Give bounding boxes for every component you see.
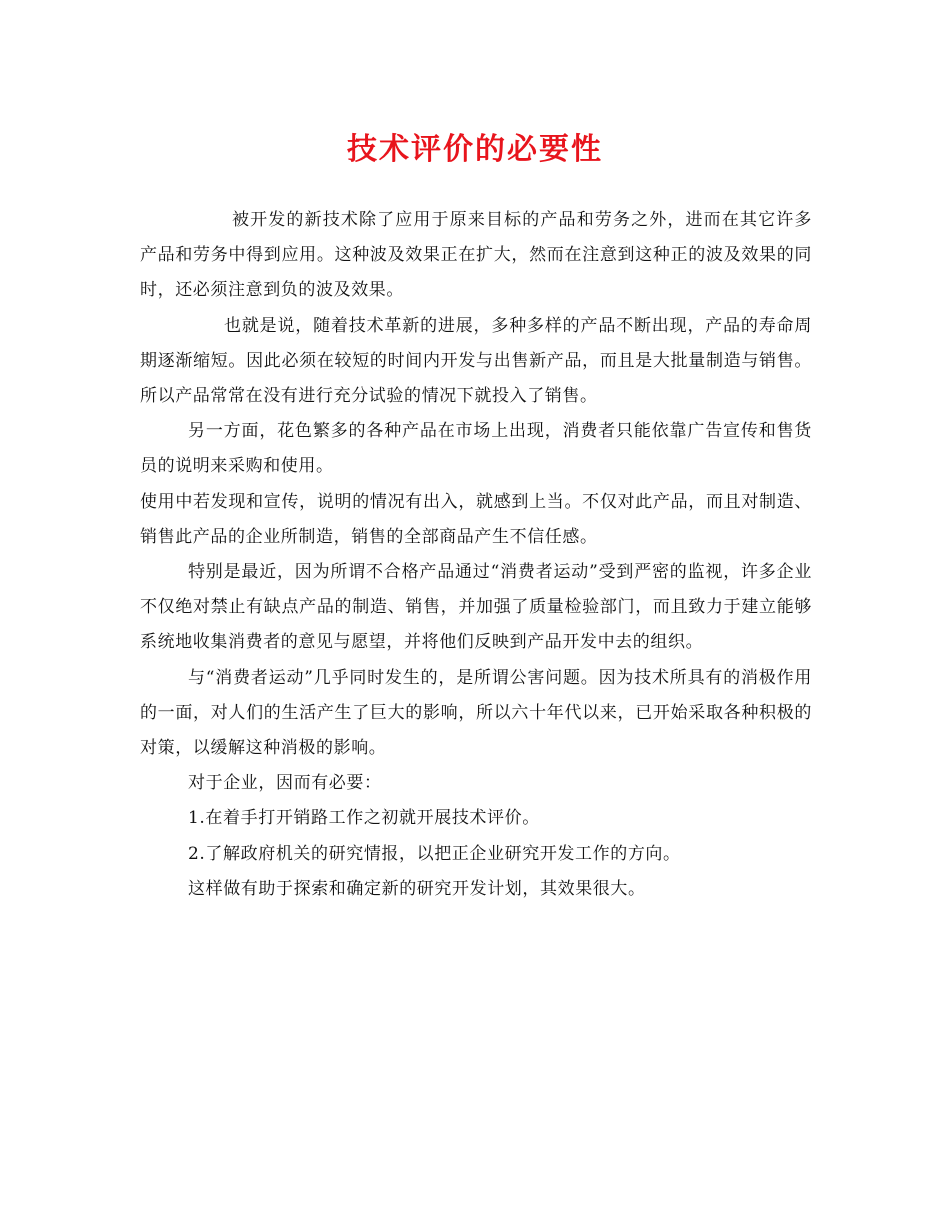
paragraph-7: 对于企业，因而有必要： [188, 773, 382, 794]
paragraph-6: 与“消费者运动”几乎同时发生的，是所谓公害问题。因为技术所具有的消极作用的一面，对人们的生活产生了巨大的影响，所以六十年代以来，已开始采取各种积极的对策，以缓解这种消极的影响。 [140, 667, 812, 759]
paragraph-1: 被开发的新技术除了应用于原来目标的产品和劳务之外，进而在其它许多产品和劳务中得到应用。这种波及效果正在扩大，然而在注意到这种正的波及效果的同时，还必须注意到负的波及效果。 [140, 210, 812, 301]
paragraph-5: 特别是最近，因为所谓不合格产品通过“消费者运动”受到严密的监视，许多企业不仅绝对禁止有缺点产品的制造、销售，并加强了质量检验部门，而且致力于建立能够系统地收集消费者的意见与愿望，并将他们反映到产品开发中去的组织。 [140, 562, 812, 653]
paragraph-4: 使用中若发现和宣传，说明的情况有出入，就感到上当。不仅对此产品，而且对制造、销售此产品的企业所制造，销售的全部商品产生不信任感。 [140, 491, 812, 547]
paragraph-3: 另一方面，花色繁多的各种产品在市场上出现，消费者只能依靠广告宣传和售货员的说明来采购和使用。 [140, 421, 812, 477]
list-item-1: 1.在着手打开销路工作之初就开展技术评价。 [188, 808, 540, 829]
paragraph-2: 也就是说，随着技术革新的进展，多种多样的产品不断出现，产品的寿命周期逐渐缩短。因此必须在较短的时间内开发与出售新产品，而且是大批量制造与销售。所以产品常常在没有进行充分试验的情况下就投入了销售。 [140, 315, 812, 407]
list-item-2: 2.了解政府机关的研究情报，以把正企业研究开发工作的方向。 [188, 843, 681, 864]
paragraph-conclusion: 这样做有助于探索和确定新的研究开发计划，其效果很大。 [188, 878, 646, 899]
document-body [140, 203, 812, 907]
document-title: 技术评价的必要性 [347, 132, 603, 167]
